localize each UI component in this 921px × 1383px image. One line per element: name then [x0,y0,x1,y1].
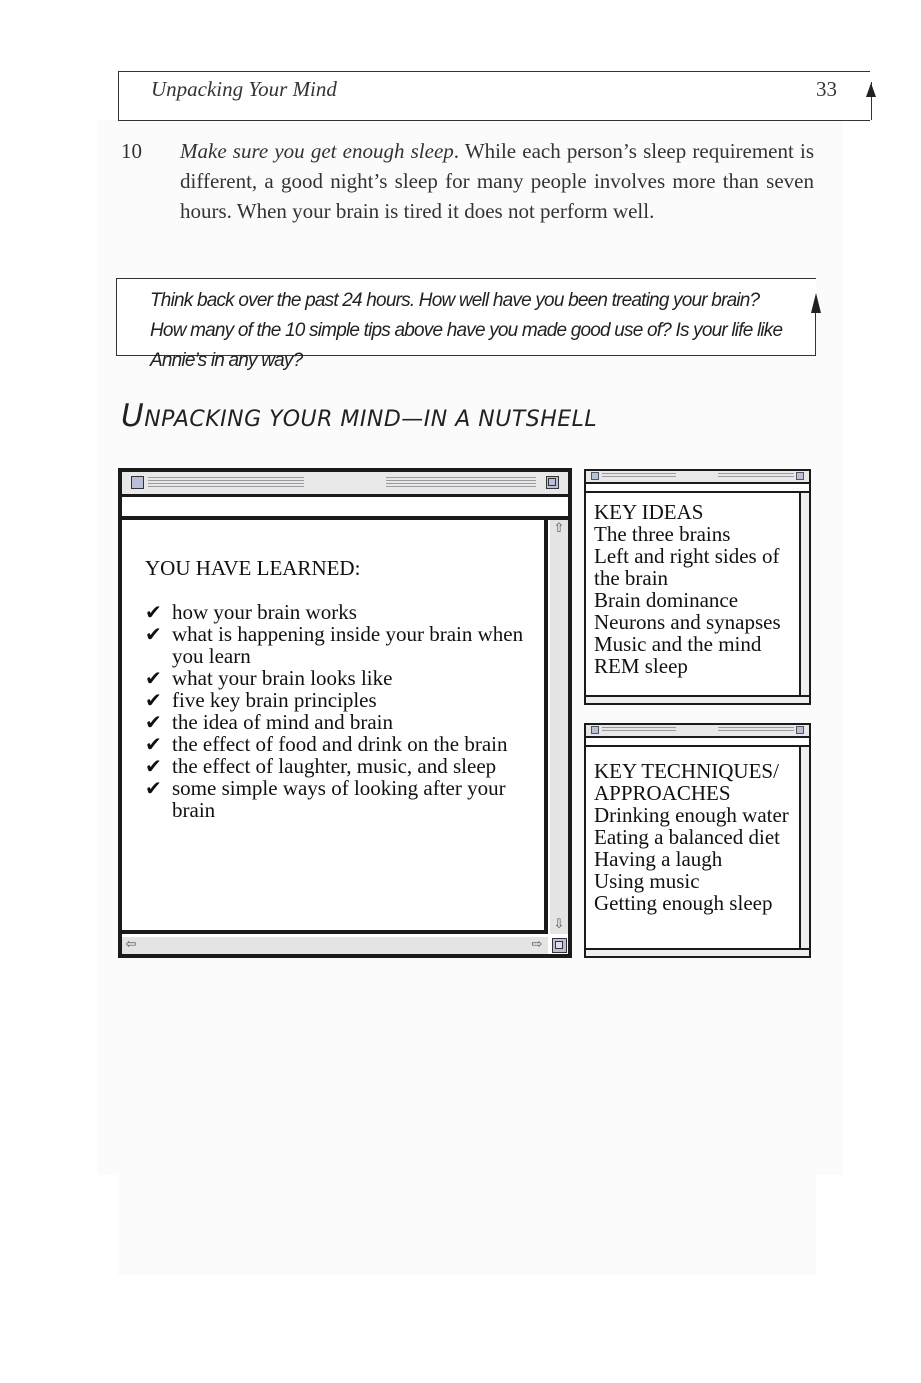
window-infobar [586,738,809,747]
list-item: ✔ what is happening inside your brain when you learn [145,622,524,668]
checkmark-icon: ✔ [145,710,162,734]
checkmark-icon: ✔ [145,600,162,624]
list-item: Getting enough sleep [594,891,773,915]
titlebar-stripes-left [148,477,304,488]
learned-list [145,601,545,821]
list-item: Drinking enough water [594,803,789,827]
list-item: Brain dominance [594,588,739,612]
list-item: Using music [594,869,700,893]
scroll-up-arrow-icon: ⇧ [553,521,565,536]
window-infobar [586,484,809,493]
horizontal-scrollbar [122,937,548,954]
checkmark-icon: ✔ [145,666,162,690]
window-titlebar [586,725,809,738]
running-header [118,71,870,121]
list-item: ✔ the idea of mind and brain [145,710,394,734]
scroll-right-arrow-icon: ⇨ [531,937,543,952]
list-item: ✔ how your brain works [145,600,357,624]
resize-box-icon [552,938,567,953]
close-box-icon [591,472,599,480]
horizontal-scrollbar [586,948,809,956]
horizontal-scrollbar [586,695,809,703]
scroll-left-arrow-icon: ⇦ [125,937,137,952]
titlebar-stripes-right [718,727,794,733]
key-ideas-window [584,469,811,705]
scroll-down-arrow-icon: ⇩ [553,917,565,932]
page-background-lower [118,1175,816,1275]
learned-list-block [145,557,545,821]
tip-text [180,136,814,226]
tip-body: . While each person’s sleep requirement is different, a good night’s sleep for many people involves more than seven hours. When your brain is tired it does not perform well. [180,139,814,223]
close-box-icon [131,476,144,489]
window-content [122,520,548,934]
learned-heading: YOU HAVE LEARNED: [145,556,361,580]
list-item: Music and the mind [594,632,762,656]
vertical-scrollbar [550,520,568,934]
titlebar-stripes-left [602,473,676,479]
page-number: 33 [816,77,837,101]
list-item: ✔ the effect of food and drink on the brain [145,732,508,756]
zoom-box-icon [796,472,804,480]
section-heading [121,398,597,434]
tip-number: 10 [121,139,142,163]
running-header-title: Unpacking Your Mind [151,77,337,101]
list-item: Having a laugh [594,847,723,871]
checkmark-icon: ✔ [145,732,162,756]
titlebar-stripes-right [718,473,794,479]
close-box-icon [591,726,599,734]
checkmark-icon: ✔ [145,622,162,646]
window-titlebar [586,471,809,484]
titlebar-stripes-left [602,727,676,733]
arrow-up-icon [811,293,821,313]
list-item: the brain [594,566,669,590]
titlebar-stripes-right [386,477,536,488]
list-item: ✔ what your brain looks like [145,666,393,690]
section-heading-initial: U [121,398,145,434]
key-techniques-heading-line1: KEY TECHNIQUES/ [594,759,779,783]
zoom-box-icon [796,726,804,734]
list-item: The three brains [594,522,731,546]
checkmark-icon: ✔ [145,776,162,800]
key-techniques-list [594,760,809,914]
list-item: Left and right sides of [594,544,780,568]
key-techniques-window [584,723,811,958]
list-item: ✔ some simple ways of looking after your brain [145,776,506,822]
learned-window [118,468,572,958]
tip-lead: Make sure you get enough sleep [180,139,454,163]
list-item: ✔ five key brain principles [145,688,377,712]
key-techniques-heading-line2: APPROACHES [594,781,731,805]
arrow-up-icon [866,83,876,97]
key-ideas-list [594,501,809,677]
reflection-box [116,278,816,371]
reflection-text: Think back over the past 24 hours. How well have you been treating your brain? How many of the 10 simple tips above have you made good use of? Is your life like Annie’s in any way? [150,290,783,371]
window-infobar [122,497,568,520]
key-ideas-heading: KEY IDEAS [594,500,704,524]
list-item: Eating a balanced diet [594,825,780,849]
list-item: REM sleep [594,654,688,678]
zoom-box-icon [546,476,559,489]
window-titlebar [122,472,568,497]
list-item: Neurons and synapses [594,610,781,634]
list-item: ✔ the effect of laughter, music, and sleep [145,754,497,778]
checkmark-icon: ✔ [145,688,162,712]
checkmark-icon: ✔ [145,754,162,778]
section-heading-rest: NPACKING YOUR MIND—IN A NUTSHELL [144,407,598,432]
